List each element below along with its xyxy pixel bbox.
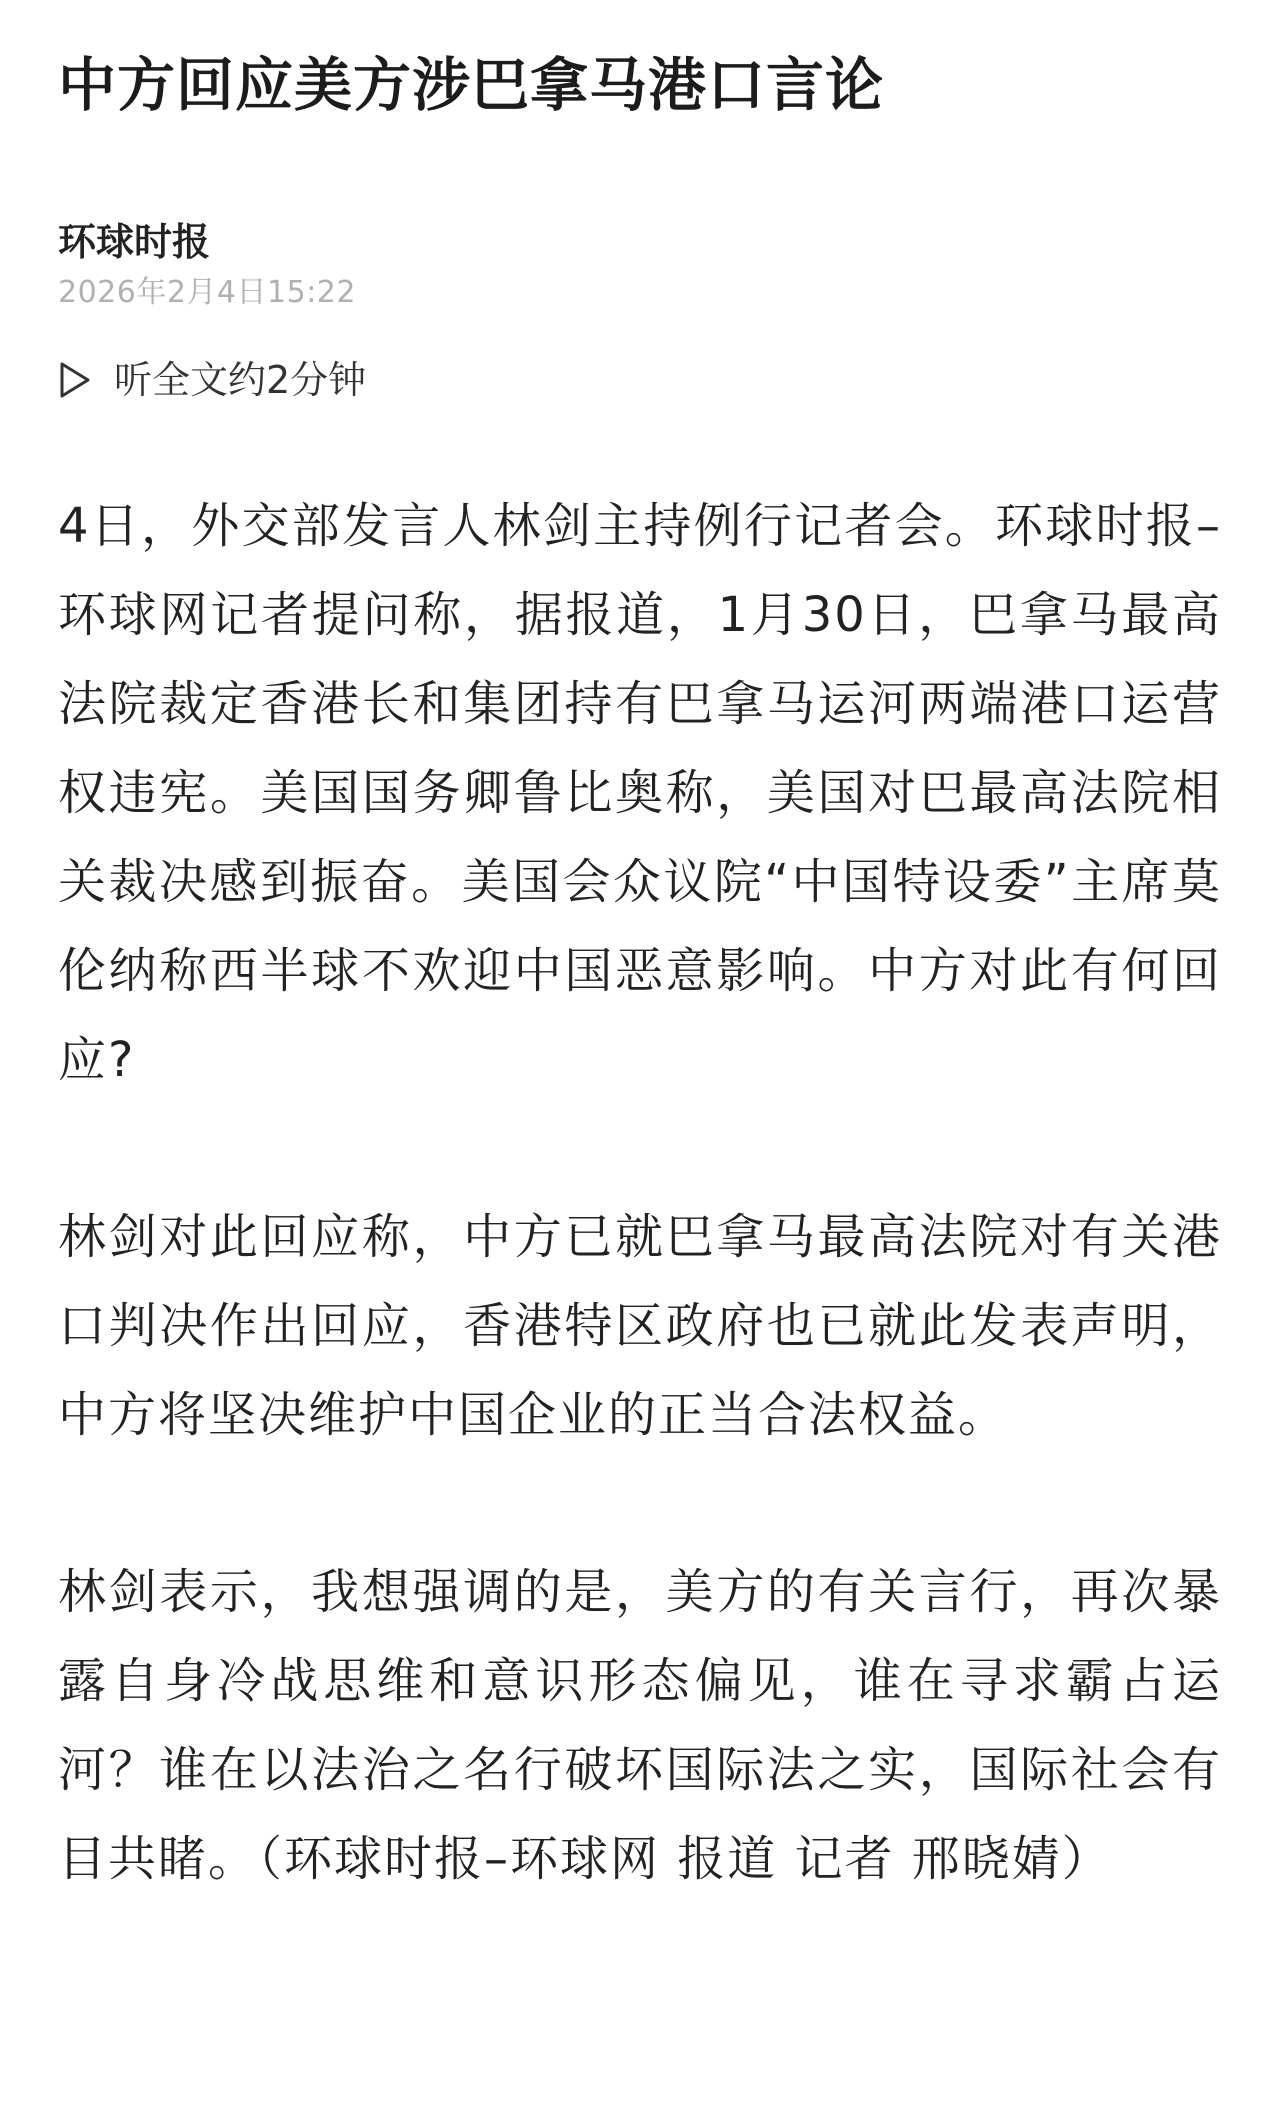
- listen-button[interactable]: [58, 356, 366, 404]
- play-triangle-icon: [58, 361, 92, 399]
- article-paragraph: 林剑对此回应称，中方已就巴拿马最高法院对有关港口判决作出回应，香港特区政府也已就此发表声明，中方将坚决维护中国企业的正当合法权益。: [58, 1209, 1222, 1443]
- article-paragraph: 林剑表示，我想强调的是，美方的有关言行，再次暴露自身冷战思维和意识形态偏见，谁在寻求霸占运河？谁在以法治之名行破坏国际法之实，国际社会有目共睹。（环球时报–环球网 报道 记者 邢晓婧）: [58, 1564, 1222, 1887]
- article-paragraph: 4日，外交部发言人林剑主持例行记者会。环球时报–环球网记者提问称，据报道，1月30日，巴拿马最高法院裁定香港长和集团持有巴拿马运河两端港口运营权违宪。美国国务卿鲁比奥称，美国对巴最高法院相关裁决感到振奋。美国会众议院“中国特设委”主席莫伦纳称西半球不欢迎中国恶意影响。中方对此有何回应?: [58, 498, 1222, 1088]
- article-timestamp: 2026年2月4日15:22: [58, 275, 356, 310]
- article-body: [58, 482, 1222, 1904]
- article-source[interactable]: 环球时报: [58, 220, 211, 264]
- article-title: 中方回应美方涉巴拿马港口言论: [58, 51, 885, 119]
- listen-label: 听全文约2分钟: [114, 358, 367, 402]
